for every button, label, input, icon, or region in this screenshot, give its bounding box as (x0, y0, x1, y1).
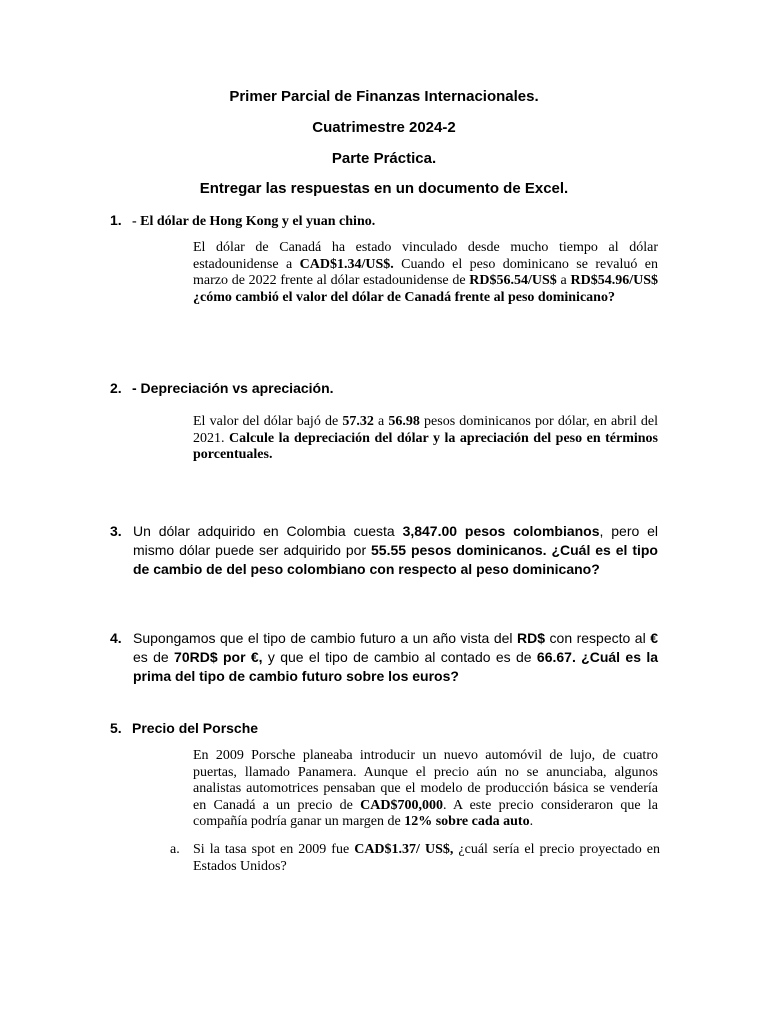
q1-bold-1: CAD$1.34/US$. (299, 256, 394, 272)
q2-bold-1: 57.32 (342, 414, 374, 429)
q4-bold-3: 70RD$ por €, (174, 649, 263, 665)
q5-text-3: . (529, 814, 534, 829)
q5-text-2: . A este precio consideraron que la compañía podría ganar un margen de (193, 797, 658, 829)
q5a-text-1: Si la tasa spot en 2009 fue (193, 842, 355, 857)
question-4-number-wrap (110, 629, 132, 648)
q1-text-2: Cuando el peso dominicano se revaluó en marzo de 2022 frente al dólar estadounidense de (193, 256, 658, 288)
question-3-number: 3. (110, 523, 122, 539)
q5a-bold-1: CAD$1.37/ US$, (354, 842, 454, 857)
q4-text-3: es de (133, 649, 175, 665)
q5-text-1: En 2009 Porsche planeaba introducir un nuevo automóvil de lujo, de cuatro puertas, llamado Panamera. Aunque el precio aún no se anunciaba, algunos analistas automotrices pensaban que el modelo de producción básica se vendería en Canadá a un precio de (193, 748, 658, 813)
question-5a-letter: a. (170, 842, 180, 857)
question-2-number: 2. (110, 380, 122, 396)
q3-bold-2: 55.55 pesos dominicanos. ¿Cuál es el tipo de cambio de del peso colombiano con respecto al peso dominicano? (133, 542, 658, 577)
q5-bold-2: 12% sobre cada auto (404, 814, 530, 829)
q2-text-3: pesos dominicanos por dólar, en abril del 2021. (193, 414, 658, 446)
q4-bold-2: € (650, 630, 658, 646)
q3-text-2: , pero el mismo dólar puede ser adquirido por (133, 523, 658, 558)
q3-bold-1: 3,847.00 pesos colombianos (402, 523, 600, 539)
q4-text-1: Supongamos que el tipo de cambio futuro a un año vista del (133, 630, 518, 646)
section-subtitle: Parte Práctica. (331, 150, 437, 167)
q4-text-4: y que el tipo de cambio al contado es de (262, 649, 537, 665)
q2-bold-2: 56.98 (388, 414, 420, 429)
q2-text-1: El valor del dólar bajó de (193, 414, 343, 429)
question-3-number-wrap (110, 522, 132, 541)
question-3-text (133, 522, 658, 579)
question-2-heading (110, 379, 334, 398)
question-1-number: 1. (110, 212, 122, 228)
q5-bold-1: CAD$700,000 (360, 797, 443, 813)
q2-text-2: a (373, 414, 389, 429)
question-5-text (193, 748, 658, 831)
q4-bold-4: 66.67. ¿Cuál es la prima del tipo de cambio futuro sobre los euros? (133, 649, 658, 684)
question-2-text (193, 414, 658, 464)
q5a-text-2: ¿cuál sería el precio proyectado en Estados Unidos? (193, 842, 660, 874)
q4-bold-1: RD$ (517, 630, 546, 646)
page-title: Primer Parcial de Finanzas Internacionales. (229, 88, 539, 105)
q3-text-1: Un dólar adquirido en Colombia cuesta (133, 523, 403, 539)
question-4-number: 4. (110, 630, 122, 646)
instructions: Entregar las respuestas en un documento de Excel. (199, 180, 569, 197)
q1-bold-2: RD$56.54/US$ (469, 273, 557, 288)
q2-bold-3: Calcule la depreciación del dólar y la apreciación del peso en términos porcentuales. (193, 430, 659, 462)
q1-bold-3: RD$54.96/US$ ¿cómo cambió el valor del dólar de Canadá frente al peso dominicano? (193, 273, 659, 305)
question-5-number: 5. (110, 720, 122, 736)
question-5a-text (193, 842, 660, 875)
q1-text-1: El dólar de Canadá ha estado vinculado desde mucho tiempo al dólar estadounidense a (193, 240, 658, 272)
question-4-text (133, 629, 658, 686)
q1-text-3: a (556, 273, 571, 288)
question-1-title: - El dólar de Hong Kong y el yuan chino. (132, 214, 376, 229)
term-subtitle: Cuatrimestre 2024-2 (312, 119, 456, 136)
question-5-title: Precio del Porsche (132, 720, 259, 736)
question-2-title: - Depreciación vs apreciación. (132, 380, 334, 396)
question-5-heading (110, 719, 258, 738)
question-5a (170, 842, 660, 875)
question-1-heading (110, 211, 375, 231)
q4-text-2: con respecto al (545, 630, 651, 646)
question-1-text (193, 240, 658, 306)
